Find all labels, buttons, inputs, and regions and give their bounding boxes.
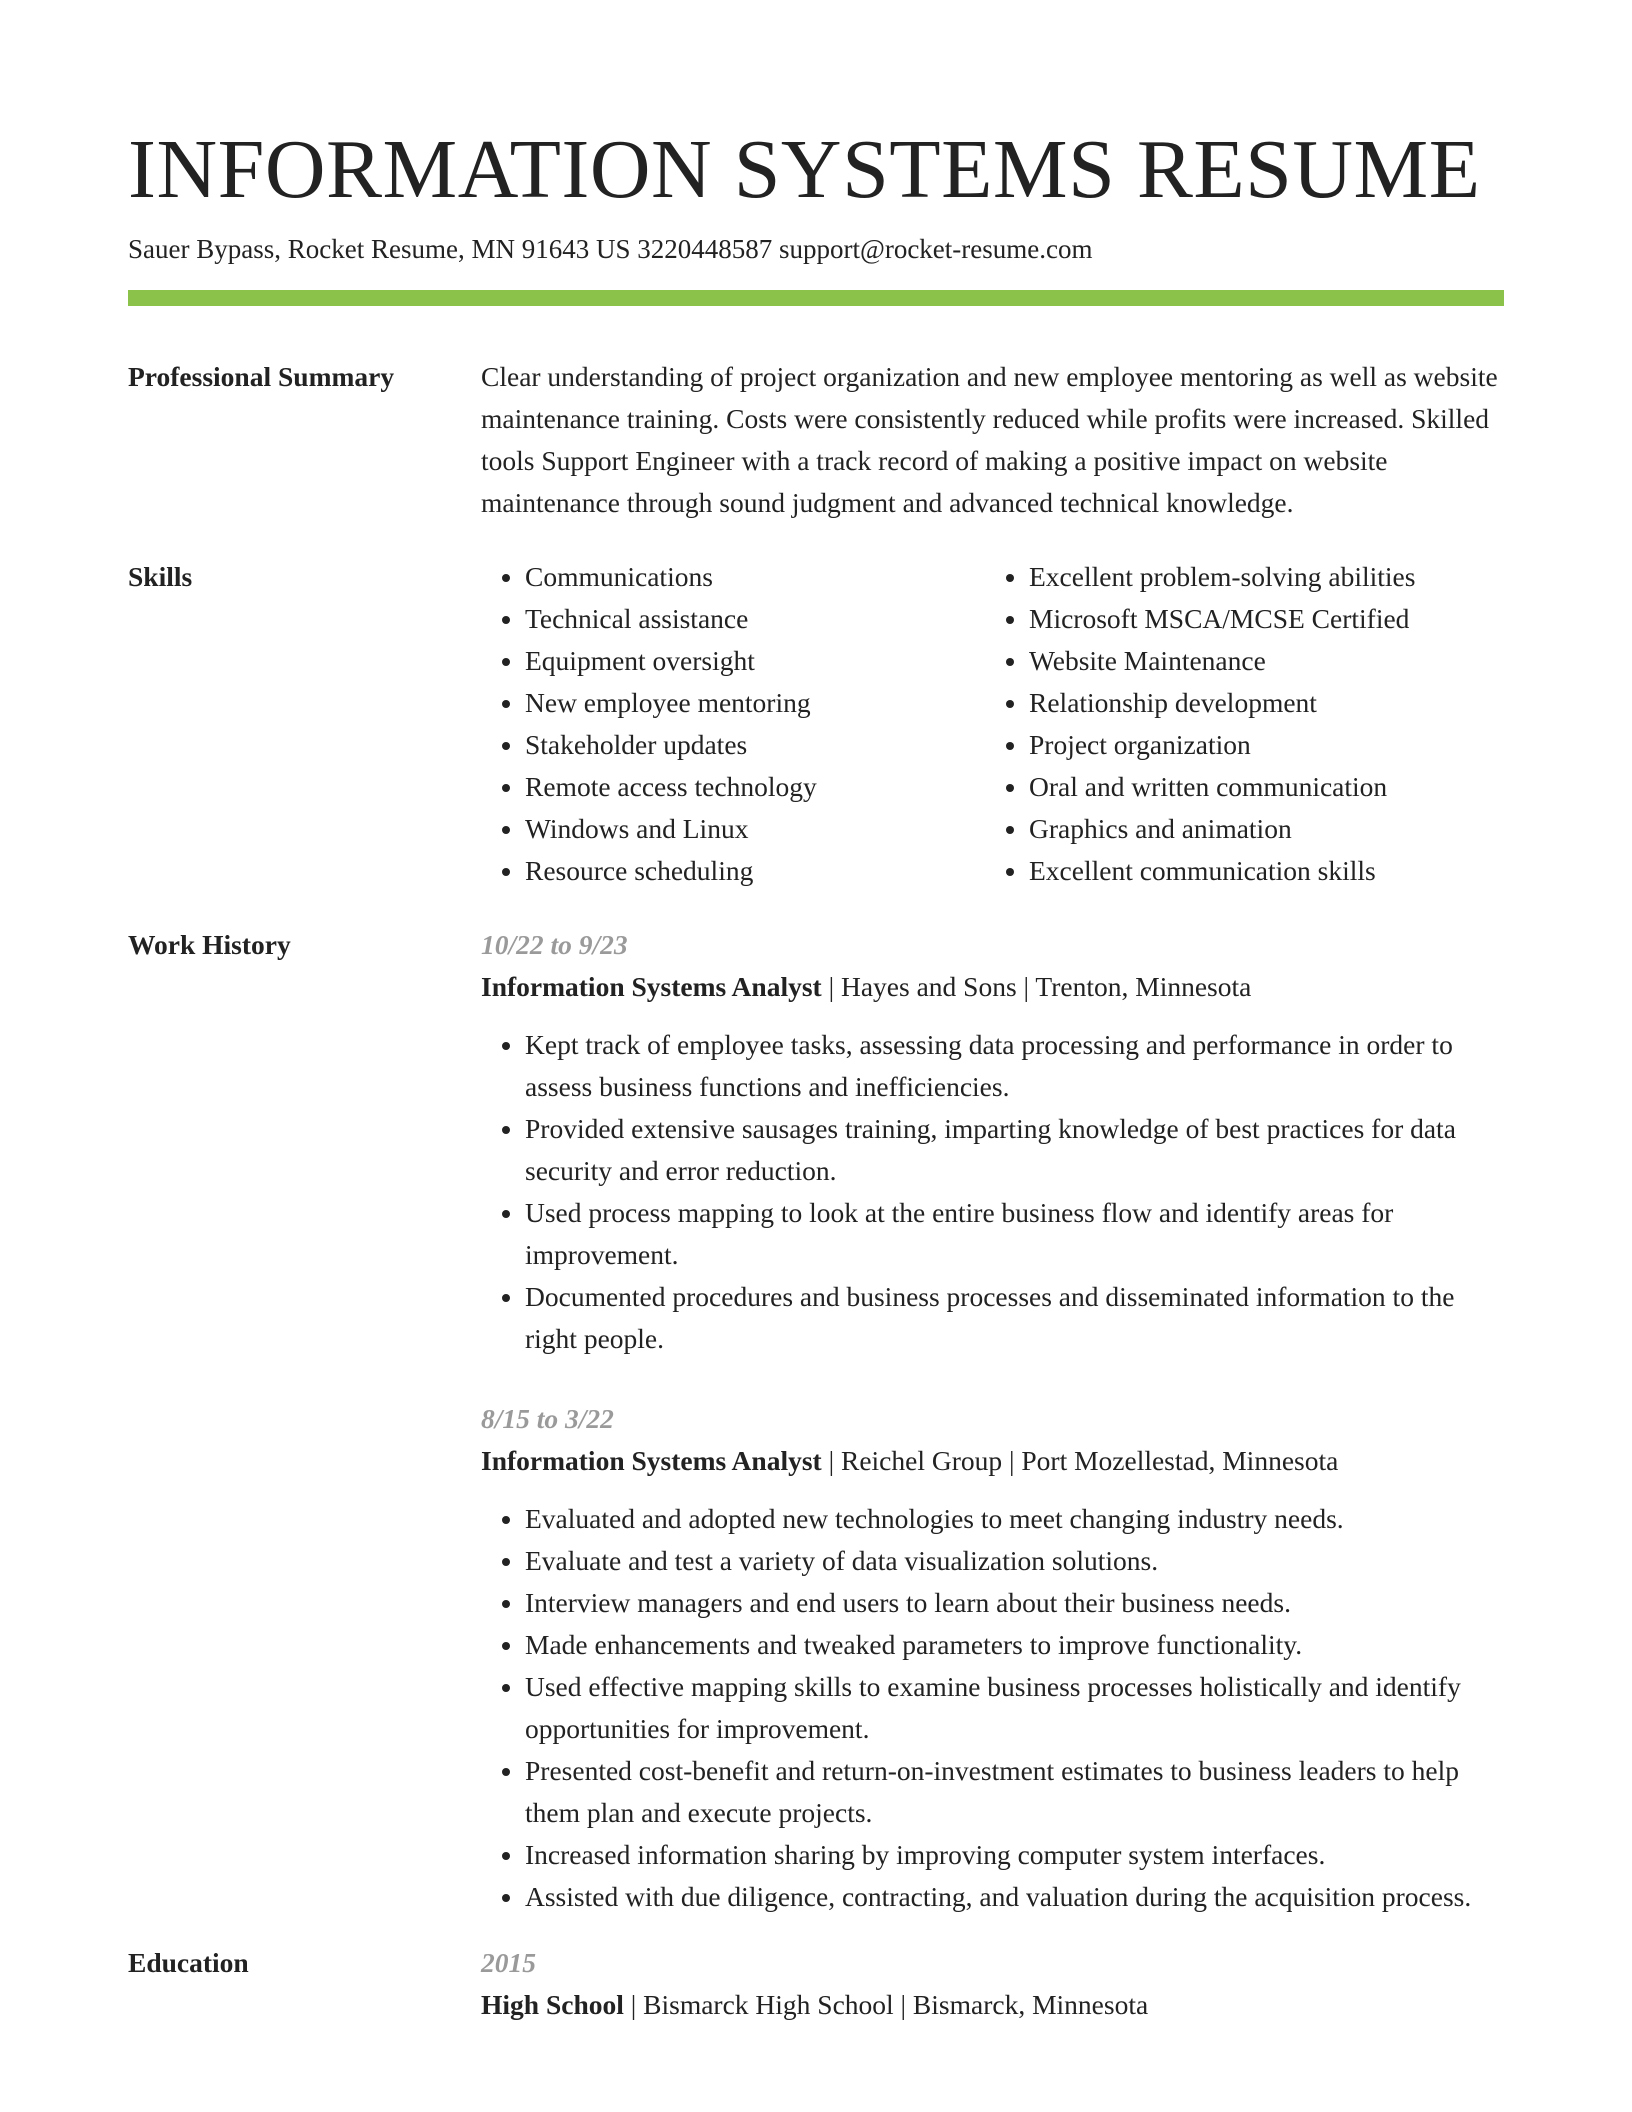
- skill-item: • Technical assistance: [525, 598, 985, 640]
- summary-section: [128, 356, 1504, 524]
- education-degree: High School: [481, 1989, 624, 2020]
- work-history-heading: Work History: [128, 929, 291, 960]
- education-heading: Education: [128, 1947, 249, 1978]
- skills-list-left: [481, 556, 985, 892]
- accent-divider: [128, 290, 1504, 306]
- skill-item: • Stakeholder updates: [525, 724, 985, 766]
- skill-item: • Website Maintenance: [1029, 640, 1489, 682]
- education-dates: 2015: [481, 1947, 536, 1978]
- skills-body: [481, 556, 1504, 892]
- job-bullet: • Documented procedures and business processes and disseminated information to the right people.: [525, 1276, 1504, 1360]
- job-bullet: • Evaluate and test a variety of data visualization solutions.: [525, 1540, 1504, 1582]
- job-details: | Reichel Group | Port Mozellestad, Minnesota: [821, 1445, 1339, 1476]
- job-bullets: [481, 1498, 1504, 1918]
- job-title: Information Systems Analyst: [481, 971, 822, 1002]
- contact-email: support@rocket-resume.com: [778, 234, 1093, 264]
- job-bullets: [481, 1024, 1504, 1360]
- education-section: [128, 1942, 1504, 2026]
- contact-phone: 3220448587: [637, 234, 773, 264]
- job-bullet: • Increased information sharing by improving computer system interfaces.: [525, 1834, 1504, 1876]
- skill-item: • Graphics and animation: [1029, 808, 1489, 850]
- job-bullet: • Assisted with due diligence, contracting, and valuation during the acquisition process.: [525, 1876, 1504, 1918]
- job-bullet: • Interview managers and end users to learn about their business needs.: [525, 1582, 1504, 1624]
- skills-list-right: [985, 556, 1489, 892]
- job-bullet: • Evaluated and adopted new technologies to meet changing industry needs.: [525, 1498, 1504, 1540]
- education-body: [481, 1942, 1504, 2026]
- skill-item: • Microsoft MSCA/MCSE Certified: [1029, 598, 1489, 640]
- skill-item: • Remote access technology: [525, 766, 985, 808]
- job-dates: 8/15 to 3/22: [481, 1403, 614, 1434]
- skills-section: [128, 556, 1504, 892]
- skills-columns: [481, 556, 1504, 892]
- job-details: | Hayes and Sons | Trenton, Minnesota: [821, 971, 1252, 1002]
- summary-text: Clear understanding of project organization and new employee mentoring as well as website maintenance training. Costs were consistently reduced while profits were increased. Skilled tools Support Engineer with a track record of making a positive impact on website maintenance through sound judgment and advanced technical knowledge.: [481, 361, 1498, 518]
- job-header: [481, 966, 1504, 1008]
- contact-address: Sauer Bypass, Rocket Resume, MN 91643 US: [128, 234, 631, 264]
- skill-item: • Project organization: [1029, 724, 1489, 766]
- job-bullet: • Used effective mapping skills to examine business processes holistically and identify opportunities for improvement.: [525, 1666, 1504, 1750]
- job-entry: [481, 924, 1504, 1360]
- skills-heading: Skills: [128, 561, 193, 592]
- skill-item: • Communications: [525, 556, 985, 598]
- work-history-section: [128, 924, 1504, 1918]
- skill-item: • Excellent communication skills: [1029, 850, 1489, 892]
- job-entry: [481, 1398, 1504, 1918]
- work-history-body: [481, 924, 1504, 1918]
- education-header: [481, 1984, 1504, 2026]
- summary-heading: Professional Summary: [128, 361, 395, 392]
- job-bullet: • Made enhancements and tweaked parameters to improve functionality.: [525, 1624, 1504, 1666]
- skill-item: • Resource scheduling: [525, 850, 985, 892]
- skill-item: • Relationship development: [1029, 682, 1489, 724]
- skill-item: • Excellent problem-solving abilities: [1029, 556, 1489, 598]
- skills-column-right: [985, 556, 1489, 892]
- job-title: Information Systems Analyst: [481, 1445, 822, 1476]
- job-dates: 10/22 to 9/23: [481, 929, 628, 960]
- education-details: | Bismarck High School | Bismarck, Minnesota: [623, 1989, 1149, 2020]
- contact-line: [128, 232, 1504, 266]
- job-bullet: • Provided extensive sausages training, imparting knowledge of best practices for data security and error reduction.: [525, 1108, 1504, 1192]
- job-bullet: • Used process mapping to look at the entire business flow and identify areas for improvement.: [525, 1192, 1504, 1276]
- job-bullet: • Presented cost-benefit and return-on-investment estimates to business leaders to help them plan and execute projects.: [525, 1750, 1504, 1834]
- skill-item: • New employee mentoring: [525, 682, 985, 724]
- resume-title: INFORMATION SYSTEMS RESUME: [128, 123, 1481, 216]
- skill-item: • Equipment oversight: [525, 640, 985, 682]
- skill-item: • Oral and written communication: [1029, 766, 1489, 808]
- job-bullet: • Kept track of employee tasks, assessing data processing and performance in order to assess business functions and inefficiencies.: [525, 1024, 1504, 1108]
- job-header: [481, 1440, 1504, 1482]
- skills-column-left: [481, 556, 985, 892]
- skill-item: • Windows and Linux: [525, 808, 985, 850]
